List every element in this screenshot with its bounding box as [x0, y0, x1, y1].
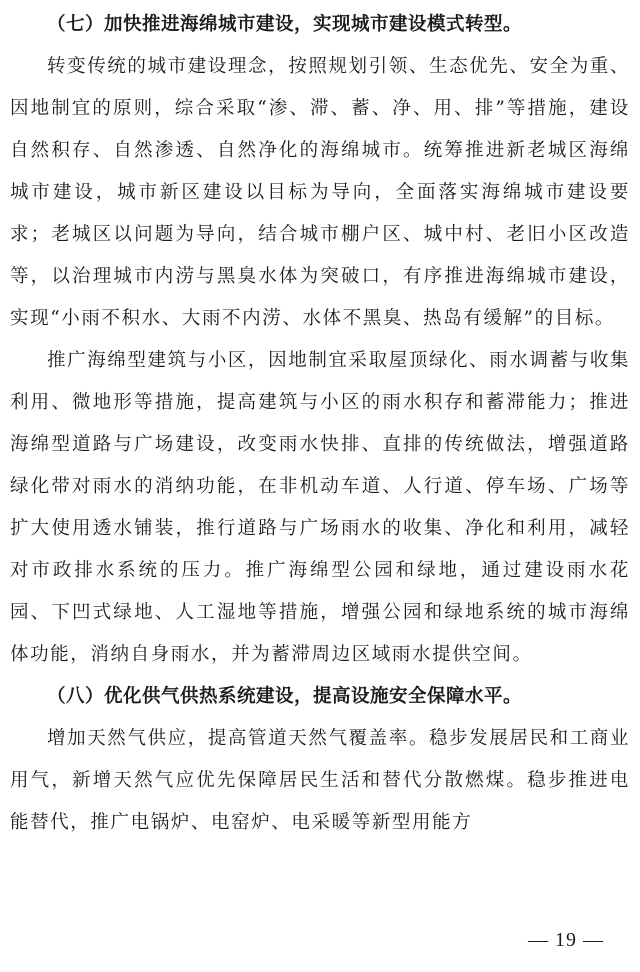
paragraph-sponge-city-measures: 推广海绵型建筑与小区，因地制宜采取屋顶绿化、雨水调蓄与收集利用、微地形等措施，提高建筑与小区的雨水积存和蓄滞能力；推进海绵型道路与广场建设，改变雨水快排、直排的传统做法，增强道路绿化带对雨水的消纳功能，在非机动车道、人行道、停车场、广场等扩大使用透水铺装，推行道路与广场雨水的收集、净化和利用，减轻对市政排水系统的压力。推广海绵型公园和绿地，通过建设雨水花园、下凹式绿地、人工湿地等措施，增强公园和绿地系统的城市海绵体功能，消纳自身雨水，并为蓄滞周边区域雨水提供空间。: [10, 350, 630, 665]
page-number: — 19 —: [528, 929, 604, 951]
paragraph-gas-supply: 增加天然气供应，提高管道天然气覆盖率。稳步发展居民和工商业用气，新增天然气应优先保障居民生活和替代分散燃煤。稳步推进电能替代，推广电锅炉、电窑炉、电采暖等新型用能方: [10, 728, 630, 833]
section-heading-7: （七）加快推进海绵城市建设，实现城市建设模式转型。: [47, 14, 523, 35]
paragraph-sponge-city-concept: 转变传统的城市建设理念，按照规划引领、生态优先、安全为重、因地制宜的原则，综合采取“渗、滞、蓄、净、用、排”等措施，建设自然积存、自然渗透、自然净化的海绵城市。统筹推进新老城区海绵城市建设，城市新区建设以目标为导向，全面落实海绵城市建设要求；老城区以问题为导向，结合城市棚户区、城中村、老旧小区改造等，以治理城市内涝与黑臭水体为突破口，有序推进海绵城市建设，实现“小雨不积水、大雨不内涝、水体不黑臭、热岛有缓解”的目标。: [10, 56, 630, 329]
section-heading-8: （八）优化供气供热系统建设，提高设施安全保障水平。: [47, 686, 523, 707]
document-body: [10, 4, 630, 844]
